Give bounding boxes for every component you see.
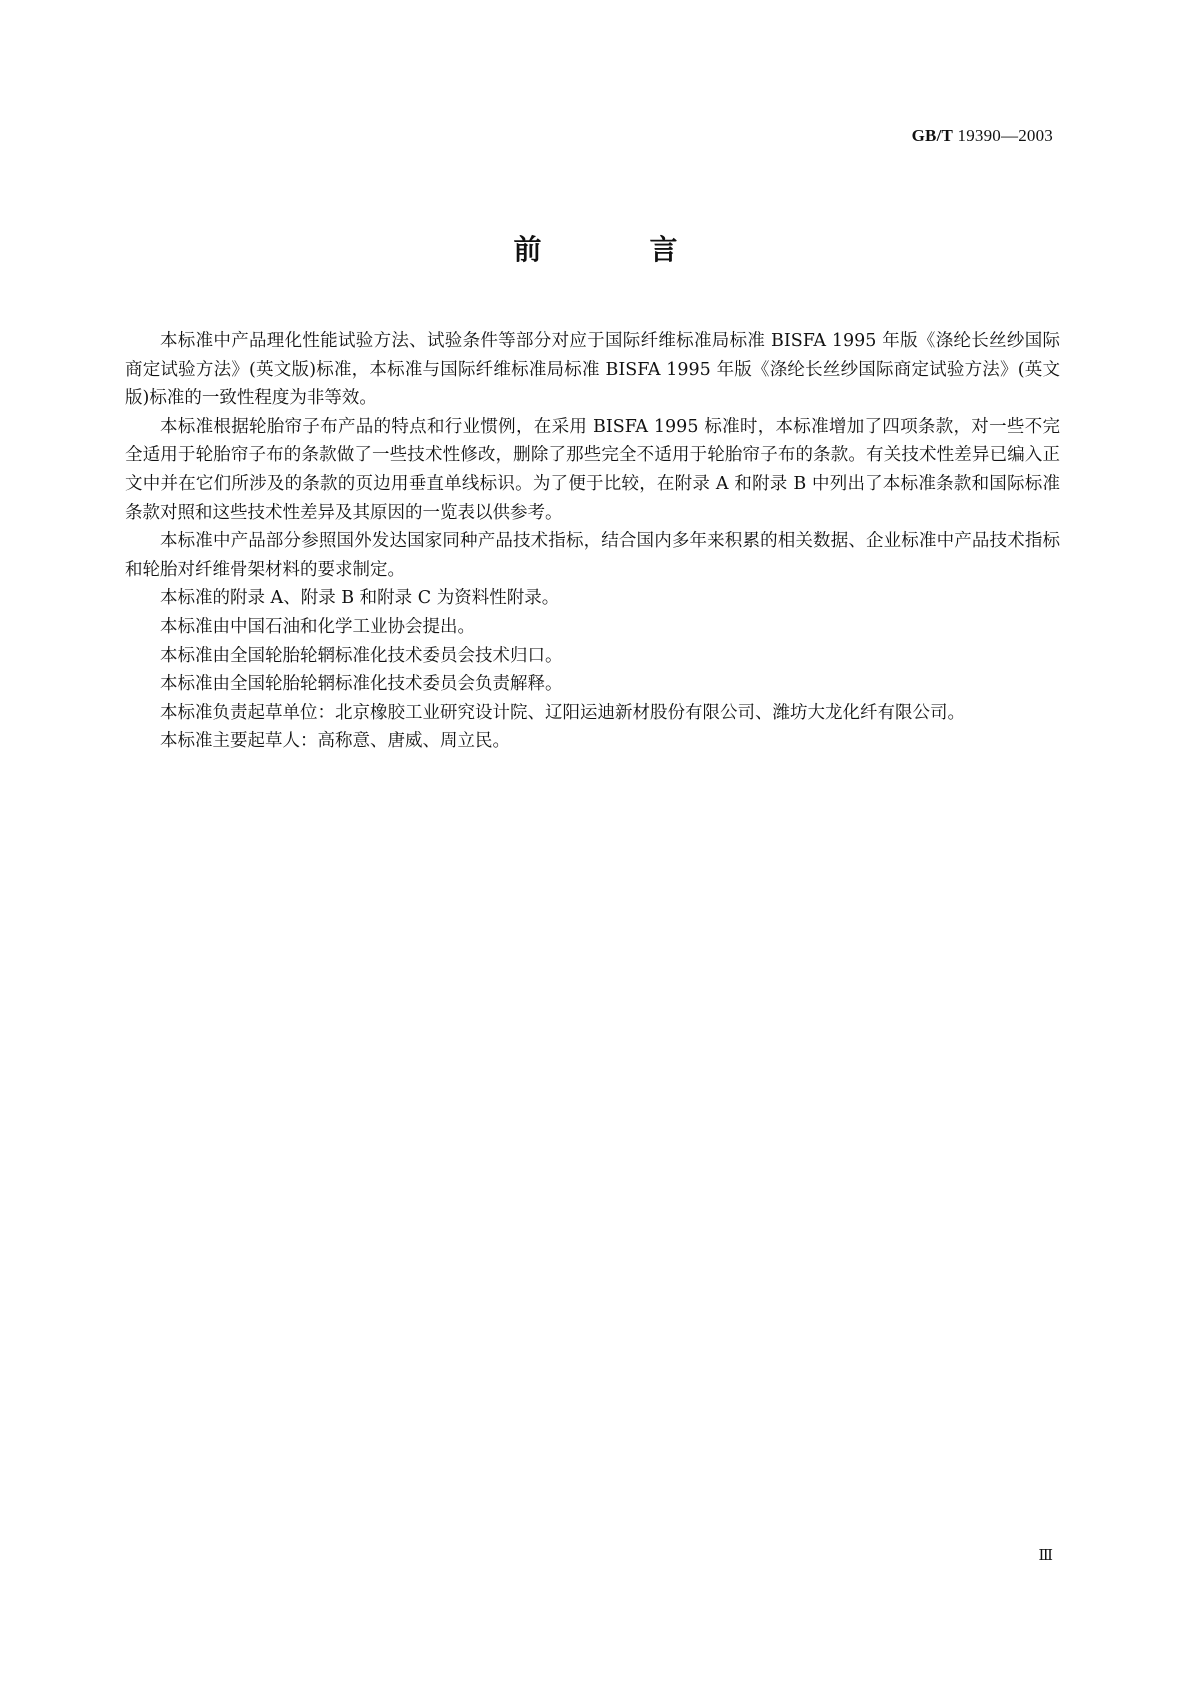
- standard-code: [912, 126, 1053, 146]
- standard-number: 19390—2003: [957, 126, 1053, 145]
- paragraph-drafting-units: 本标准负责起草单位：北京橡胶工业研究设计院、辽阳运迪新材股份有限公司、潍坊大龙化纤有限公司。: [160, 702, 965, 723]
- paragraph-interpreted-by: 本标准由全国轮胎轮辋标准化技术委员会负责解释。: [160, 674, 563, 695]
- foreword-body: [125, 327, 1060, 756]
- paragraph-equivalence: 本标准中产品理化性能试验方法、试验条件等部分对应于国际纤维标准局标准 BISFA 1995 年版《涤纶长丝纱国际商定试验方法》(英文版)标准，本标准与国际纤维标准局标准 BISFA 1995 年版《涤纶长丝纱国际商定试验方法》(英文版)标准的一致性程度为非等效。: [125, 331, 1060, 409]
- paragraph-drafters: 本标准主要起草人：高称意、唐威、周立民。: [160, 731, 510, 752]
- page-title: 前 言: [513, 233, 718, 266]
- standard-prefix: GB/T: [911, 126, 954, 145]
- paragraph-technical-differences: 本标准根据轮胎帘子布产品的特点和行业惯例，在采用 BISFA 1995 标准时，本标准增加了四项条款，对一些不完全适用于轮胎帘子布的条款做了一些技术性修改，删除了那些完全不适用于轮胎帘子布的条款。有关技术性差异已编入正文中并在它们所涉及的条款的页边用垂直单线标识。为了便于比较，在附录 A 和附录 B 中列出了本标准条款和国际标准条款对照和这些技术性差异及其原因的一览表以供参考。: [125, 416, 1060, 523]
- paragraph-appendices: 本标准的附录 A、附录 B 和附录 C 为资料性附录。: [160, 588, 560, 609]
- paragraph-proposed-by: 本标准由中国石油和化学工业协会提出。: [160, 616, 475, 637]
- paragraph-centralized-by: 本标准由全国轮胎轮辋标准化技术委员会技术归口。: [160, 645, 563, 666]
- paragraph-product-basis: 本标准中产品部分参照国外发达国家同种产品技术指标，结合国内多年来积累的相关数据、企业标准中产品技术指标和轮胎对纤维骨架材料的要求制定。: [125, 531, 1060, 580]
- page-number: Ⅲ: [1038, 1548, 1053, 1564]
